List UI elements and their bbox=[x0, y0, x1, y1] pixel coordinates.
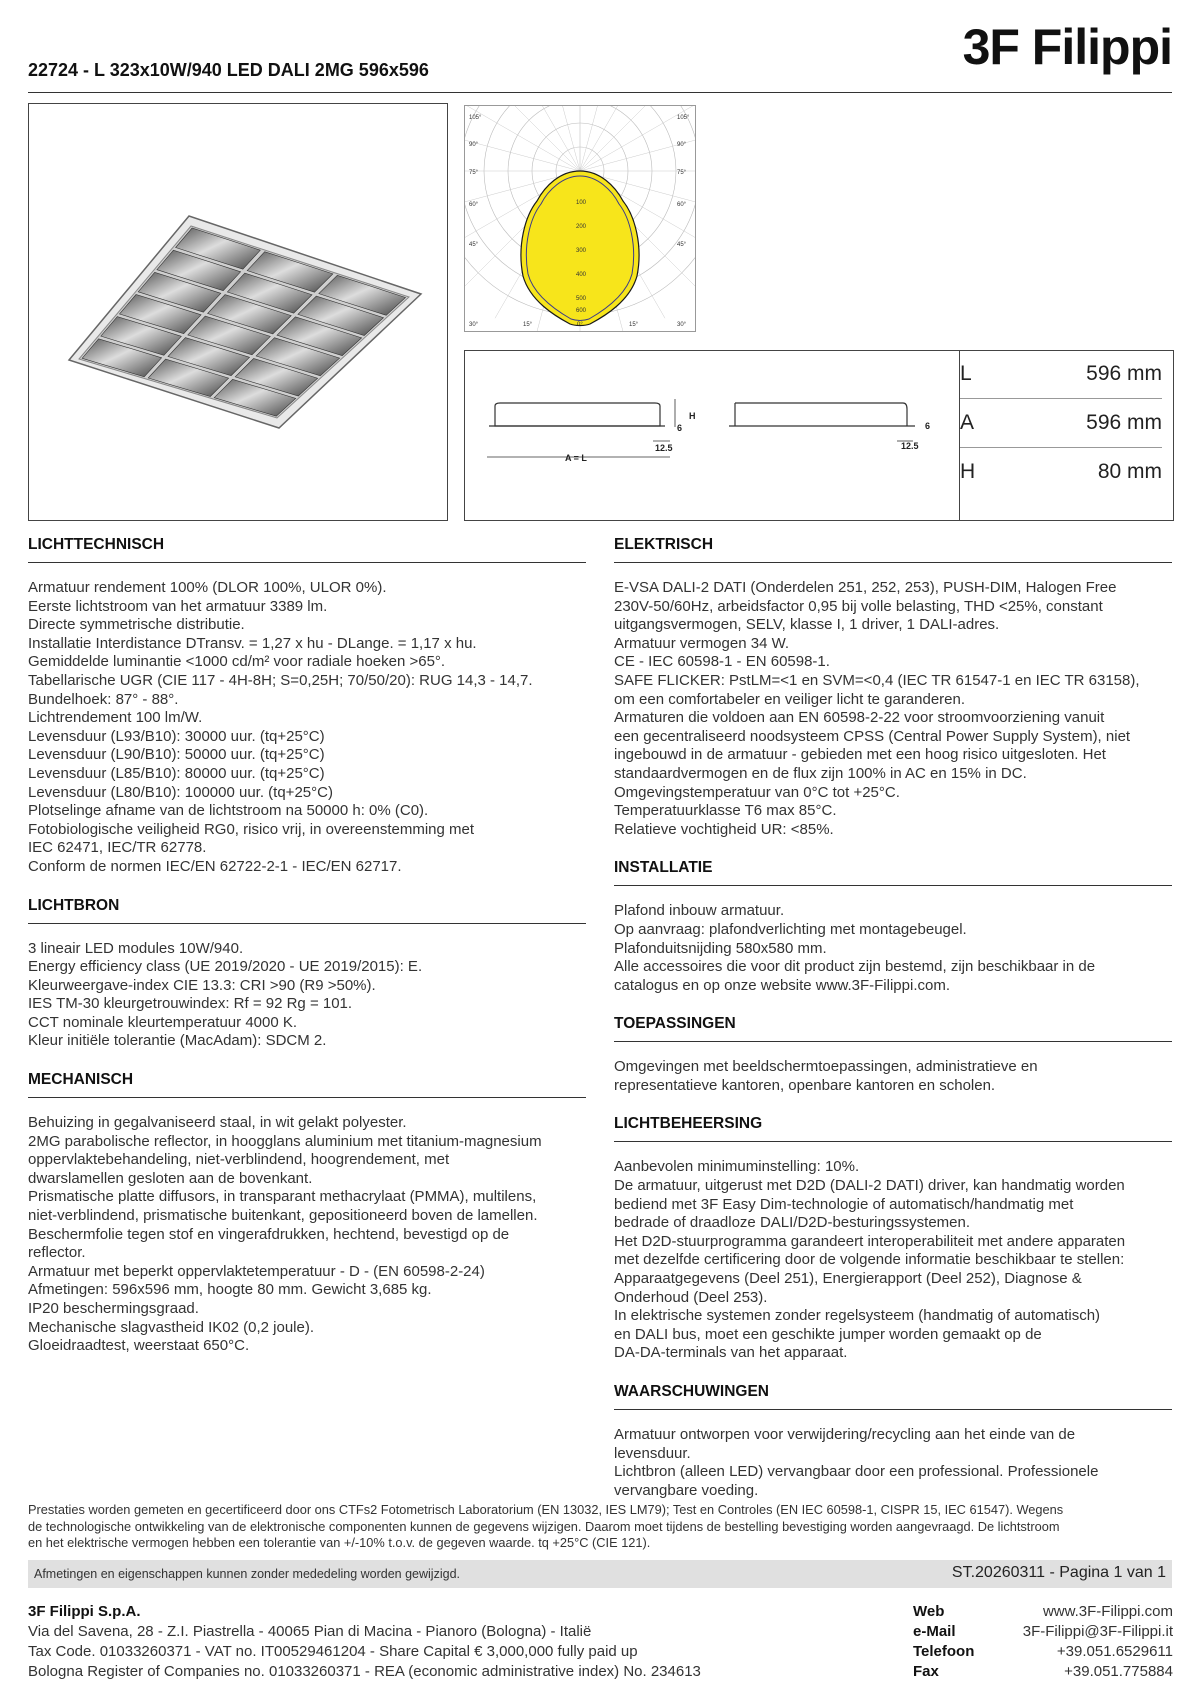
section-body bbox=[614, 1426, 1172, 1500]
product-title: 22724 - L 323x10W/940 LED DALI 2MG 596x596 bbox=[28, 60, 429, 80]
section-line: Behuizing in gegalvaniseerd staal, in wit gelakt polyester. bbox=[28, 1114, 407, 1132]
angle-label: 45° bbox=[469, 242, 479, 248]
section-line: De armatuur, uitgerust met D2D (DALI-2 DATI) driver, kan handmatig worden bbox=[614, 1177, 1125, 1195]
address-line: Bologna Register of Companies no. 01033260371 - REA (economic administrative index) No. 234613 bbox=[28, 1663, 701, 1680]
section-line: niet-verblindend, prismatische buitenkant, gepositioneerd boven de lamellen. bbox=[28, 1207, 538, 1225]
section-line: Beschermfolie tegen stof en vingerafdrukken, hechtend, bevestigd op de bbox=[28, 1225, 510, 1243]
section-line: Gemiddelde luminantie <1000 cd/m² voor radiale hoeken >65°. bbox=[28, 653, 446, 671]
email-link[interactable]: 3F-Filippi@3F-Filippi.it bbox=[1022, 1623, 1173, 1640]
radial-label: 200 bbox=[576, 224, 587, 230]
disclaimer-line: Prestaties worden gemeten en gecertificeerd door ons CTFs2 Fotometrisch Laboratorium (EN 13032, IES LM79); Test en Controles (EN IEC 60598-1, CISPR 15, IEC 61547). Wegens bbox=[28, 1502, 1064, 1517]
section-heading: INSTALLATIE bbox=[614, 859, 1172, 886]
drawing-label-al: A = L bbox=[565, 453, 587, 463]
section-line: Tabellarische UGR (CIE 117 - 4H-8H; S=0,25H; 70/50/20): RUG 14,3 - 14,7. bbox=[28, 671, 533, 689]
disclaimer bbox=[28, 1502, 1173, 1552]
address-line: Tax Code. 01033260371 - VAT no. IT00529461204 - Share Capital € 3,000,000 fully paid up bbox=[28, 1643, 638, 1660]
section-line: een gecentraliseerd noodsysteem CPSS (Central Power Supply System), niet bbox=[614, 727, 1131, 745]
disclaimer-line: en het elektrische vermogen hebben een tolerantie van +/-10% t.o.v. de gegeven waarde. tq +25°C (CIE 121). bbox=[28, 1535, 651, 1550]
notice-bar bbox=[28, 1560, 1172, 1588]
section-line: 2MG parabolische reflector, in hoogglans aluminium met titanium-magnesium bbox=[28, 1132, 542, 1150]
technical-drawing bbox=[465, 351, 959, 520]
website-link[interactable]: www.3F-Filippi.com bbox=[1042, 1603, 1173, 1620]
angle-label: 60° bbox=[677, 202, 687, 208]
section-line: In elektrische systemen zonder regelsysteem (handmatig of automatisch) bbox=[614, 1307, 1101, 1325]
section-line: catalogus en op onze website www.3F-Filippi.com. bbox=[614, 976, 950, 994]
section-line: Bundelhoek: 87° - 88°. bbox=[28, 690, 179, 708]
drawing-label-d2: 12.5 bbox=[655, 443, 673, 453]
section-line: om een comfortabeler en veiliger licht te garanderen. bbox=[614, 690, 966, 708]
angle-label: 90° bbox=[469, 142, 479, 148]
section-line: ingebouwd in de armatuur - gebieden met een hoog risico uitgesloten. Het bbox=[614, 746, 1106, 764]
company-name: 3F Filippi S.p.A. bbox=[28, 1603, 141, 1620]
dimension-row bbox=[960, 448, 1162, 496]
section-line: Directe symmetrische distributie. bbox=[28, 616, 245, 634]
section-line: Armatuur vermogen 34 W. bbox=[614, 634, 790, 652]
section-line: Onderhoud (Deel 253). bbox=[614, 1288, 768, 1306]
section-line: E-VSA DALI-2 DATI (Onderdelen 251, 252, 253), PUSH-DIM, Halogen Free bbox=[614, 579, 1117, 596]
section-line: representatieve kantoren, openbare kantoren en scholen. bbox=[614, 1076, 996, 1094]
section-line: Apparaatgegevens (Deel 251), Energierapport (Deel 252), Diagnose & bbox=[614, 1270, 1082, 1288]
section-line: dwarslamellen gesloten aan de bovenkant. bbox=[28, 1169, 313, 1187]
section-line: IP20 beschermingsgraad. bbox=[28, 1300, 199, 1317]
footer-company bbox=[28, 1602, 701, 1682]
angle-label: 60° bbox=[469, 202, 479, 208]
section-line: Omgevingen met beeldschermtoepassingen, administratieve en bbox=[614, 1058, 1038, 1076]
section-body bbox=[28, 940, 586, 1052]
section-line: Lichtbron (alleen LED) vervangbaar door een professional. Professionele bbox=[614, 1463, 1099, 1481]
luminaire-image bbox=[29, 104, 445, 518]
notice-text: Afmetingen en eigenschappen kunnen zonder mededeling worden gewijzigd. bbox=[34, 1567, 460, 1581]
section-line: Armatuur ontworpen voor verwijdering/recycling aan het einde van de bbox=[614, 1426, 1076, 1443]
section-elektrisch bbox=[614, 536, 1172, 839]
section-line: oppervlaktebehandeling, niet-verblindend, hoogrendement, met bbox=[28, 1151, 450, 1169]
section-line: Plafonduitsnijding 580x580 mm. bbox=[614, 939, 827, 957]
section-line: Kleurweergave-index CIE 13.3: CRI >90 (R9 >50%). bbox=[28, 976, 376, 994]
section-mechanisch bbox=[28, 1071, 586, 1356]
section-line: Energy efficiency class (UE 2019/2020 - UE 2019/2015): E. bbox=[28, 958, 423, 976]
radial-label: 500 bbox=[576, 296, 587, 302]
dimension-label: H bbox=[960, 460, 976, 483]
section-lichtbron bbox=[28, 897, 586, 1052]
section-heading: WAARSCHUWINGEN bbox=[614, 1383, 1172, 1410]
section-waarschuwingen bbox=[614, 1383, 1172, 1500]
section-line: Armatuur met beperkt oppervlaktetemperatuur - D - (EN 60598-2-24) bbox=[28, 1262, 485, 1280]
section-line: Levensduur (L80/B10): 100000 uur. (tq+25°C) bbox=[28, 783, 333, 801]
section-body bbox=[28, 579, 586, 877]
section-line: CCT nominale kleurtemperatuur 4000 K. bbox=[28, 1013, 298, 1031]
header-rule bbox=[28, 92, 1172, 93]
section-body bbox=[28, 1114, 586, 1356]
section-line: SAFE FLICKER: PstLM=<1 en SVM=<0,4 (IEC TR 61547-1 en IEC TR 63158), bbox=[614, 671, 1140, 689]
section-heading: MECHANISCH bbox=[28, 1071, 586, 1098]
section-line: Conform de normen IEC/EN 62722-2-1 - IEC/EN 62717. bbox=[28, 857, 402, 875]
angle-label: 105° bbox=[469, 115, 482, 121]
dimension-label: A bbox=[960, 411, 975, 434]
contact-label: Fax bbox=[913, 1663, 939, 1680]
angle-label: 15° bbox=[629, 322, 639, 328]
section-body bbox=[614, 902, 1172, 995]
section-line: bedrade of draadloze DALI/D2D-besturingssystemen. bbox=[614, 1214, 971, 1232]
section-installatie bbox=[614, 859, 1172, 995]
section-line: Installatie Interdistance DTransv. = 1,27 x hu - DLange. = 1,17 x hu. bbox=[28, 634, 477, 652]
angle-label: 90° bbox=[677, 142, 687, 148]
section-heading: LICHTBRON bbox=[28, 897, 586, 924]
address-line: Via del Savena, 28 - Z.I. Piastrella - 40065 Pian di Macina - Pianoro (Bologna) - Italië bbox=[28, 1623, 592, 1640]
section-line: Gloeidraadtest, weerstaat 650°C. bbox=[28, 1337, 250, 1355]
section-line: reflector. bbox=[28, 1244, 86, 1262]
section-line: Relatieve vochtigheid UR: <85%. bbox=[614, 820, 834, 838]
section-line: uitgangsvermogen, SELV, klasse I, 1 driver, 1 DALI-adres. bbox=[614, 616, 1000, 634]
radial-label: 100 bbox=[576, 200, 587, 206]
section-line: Eerste lichtstroom van het armatuur 3389 lm. bbox=[28, 597, 328, 615]
section-line: Armatuur rendement 100% (DLOR 100%, ULOR 0%). bbox=[28, 579, 387, 596]
section-line: en DALI bus, moet een geschikte jumper worden gemaakt op de bbox=[614, 1325, 1042, 1343]
section-line: Het D2D-stuurprogramma garandeert interoperabiliteit met andere apparaten bbox=[614, 1232, 1126, 1250]
section-heading: TOEPASSINGEN bbox=[614, 1015, 1172, 1042]
angle-label: 105° bbox=[677, 115, 690, 121]
dimension-row bbox=[960, 350, 1162, 399]
radial-label: 600 bbox=[576, 308, 587, 314]
dimension-label: L bbox=[960, 362, 972, 385]
section-line: Plafond inbouw armatuur. bbox=[614, 902, 785, 920]
section-toepassingen bbox=[614, 1015, 1172, 1095]
section-line: Temperatuurklasse T6 max 85°C. bbox=[614, 802, 837, 820]
section-line: Kleur initiële tolerantie (MacAdam): SDCM 2. bbox=[28, 1032, 327, 1050]
section-line: Op aanvraag: plafondverlichting met montagebeugel. bbox=[614, 920, 967, 938]
contact-label: e-Mail bbox=[913, 1623, 956, 1640]
contact-label: Web bbox=[913, 1603, 945, 1620]
section-line: levensduur. bbox=[614, 1444, 691, 1462]
section-line: Prismatische platte diffusors, in transparant methacrylaat (PMMA), multilens, bbox=[28, 1188, 537, 1206]
section-line: vervangbare voeding. bbox=[614, 1481, 759, 1499]
section-line: IEC 62471, IEC/TR 62778. bbox=[28, 839, 207, 857]
section-heading: ELEKTRISCH bbox=[614, 536, 1172, 563]
section-line: IES TM-30 kleurgetrouwindex: Rf = 92 Rg = 101. bbox=[28, 995, 353, 1013]
section-line: Fotobiologische veiligheid RG0, risico vrij, in overeenstemming met bbox=[28, 820, 475, 838]
dimension-table bbox=[960, 350, 1162, 496]
section-line: Plotselinge afname van de lichtstroom na 50000 h: 0% (C0). bbox=[28, 802, 429, 820]
louvre-cells bbox=[82, 228, 405, 416]
contact-label: Telefoon bbox=[913, 1643, 975, 1660]
dimension-value: 596 mm bbox=[1086, 362, 1162, 385]
section-line: Levensduur (L93/B10): 30000 uur. (tq+25°C) bbox=[28, 727, 325, 745]
section-line: CE - IEC 60598-1 - EN 60598-1. bbox=[614, 653, 830, 671]
section-line: Armaturen die voldoen aan EN 60598-2-22 voor stroomvoorziening vanuit bbox=[614, 709, 1105, 727]
section-line: 230V-50/60Hz, arbeidsfactor 0,95 bij volle belasting, THD <25%, constant bbox=[614, 597, 1103, 615]
fax-value: +39.051.775884 bbox=[1064, 1663, 1173, 1680]
section-line: Alle accessoires die voor dit product zijn bestemd, zijn beschikbaar in de bbox=[614, 958, 1096, 976]
angle-label: 75° bbox=[677, 170, 687, 176]
angle-label: 0° bbox=[577, 322, 583, 328]
company-logo bbox=[962, 19, 1172, 75]
section-line: 3 lineair LED modules 10W/940. bbox=[28, 939, 244, 957]
drawing-label-d1: 6 bbox=[677, 423, 683, 433]
radial-label: 400 bbox=[576, 272, 587, 278]
section-heading: LICHTBEHEERSING bbox=[614, 1115, 1172, 1142]
section-line: Levensduur (L90/B10): 50000 uur. (tq+25°C) bbox=[28, 746, 325, 764]
section-body bbox=[614, 579, 1172, 839]
angle-label: 30° bbox=[677, 322, 687, 328]
section-line: bediend met 3F Easy Dim-technologie of automatisch/handmatig met bbox=[614, 1195, 1074, 1213]
section-line: Levensduur (L85/B10): 80000 uur. (tq+25°C) bbox=[28, 764, 325, 782]
section-line: Mechanische slagvastheid IK02 (0,2 joule). bbox=[28, 1318, 314, 1336]
section-heading: LICHTTECHNISCH bbox=[28, 536, 586, 563]
dimension-row bbox=[960, 399, 1162, 448]
angle-label: 75° bbox=[469, 170, 479, 176]
logo-text: 3F Filippi bbox=[962, 19, 1172, 75]
drawing-label-h: H bbox=[689, 411, 696, 421]
section-line: Aanbevolen minimuminstelling: 10%. bbox=[614, 1158, 860, 1176]
footer-contacts bbox=[913, 1602, 1173, 1682]
section-lichtbeheersing bbox=[614, 1115, 1172, 1363]
dimension-value: 596 mm bbox=[1086, 411, 1162, 434]
section-line: Omgevingstemperatuur van 0°C tot +25°C. bbox=[614, 783, 900, 801]
drawing-label-d4: 12.5 bbox=[901, 441, 919, 451]
section-body bbox=[614, 1158, 1172, 1363]
angle-label: 45° bbox=[677, 242, 687, 248]
section-lichttechnisch bbox=[28, 536, 586, 877]
right-column bbox=[614, 536, 1172, 1500]
angle-label: 30° bbox=[469, 322, 479, 328]
left-column bbox=[28, 536, 586, 1356]
radial-label: 300 bbox=[576, 248, 587, 254]
section-line: standaardvermogen en de flux zijn 100% in AC en 15% in DC. bbox=[614, 764, 1027, 782]
section-body bbox=[614, 1058, 1172, 1095]
polar-diagram bbox=[465, 106, 695, 331]
page-reference: ST.20260311 - Pagina 1 van 1 bbox=[951, 1564, 1166, 1581]
section-line: Afmetingen: 596x596 mm, hoogte 80 mm. Gewicht 3,685 kg. bbox=[28, 1281, 432, 1299]
dimension-value: 80 mm bbox=[1097, 460, 1162, 483]
section-line: Lichtrendement 100 lm/W. bbox=[28, 709, 203, 727]
section-line: met dezelfde certificering door de volgende informatie beschikbaar te stellen: bbox=[614, 1251, 1125, 1269]
product-photo-frame bbox=[28, 103, 448, 521]
section-line: DA-DA-terminals van het apparaat. bbox=[614, 1344, 848, 1362]
disclaimer-line: de technologische ontwikkeling van de elektronische componenten kunnen de gegevens wijzigen. Daarom moet tijdens de bestelling bevestiging worden aangevraagd. De lichtstroom bbox=[28, 1518, 1060, 1534]
angle-label: 15° bbox=[523, 322, 533, 328]
drawing-label-d3: 6 bbox=[925, 421, 931, 431]
phone-value: +39.051.6529611 bbox=[1056, 1643, 1173, 1660]
polar-diagram-frame bbox=[464, 105, 696, 332]
